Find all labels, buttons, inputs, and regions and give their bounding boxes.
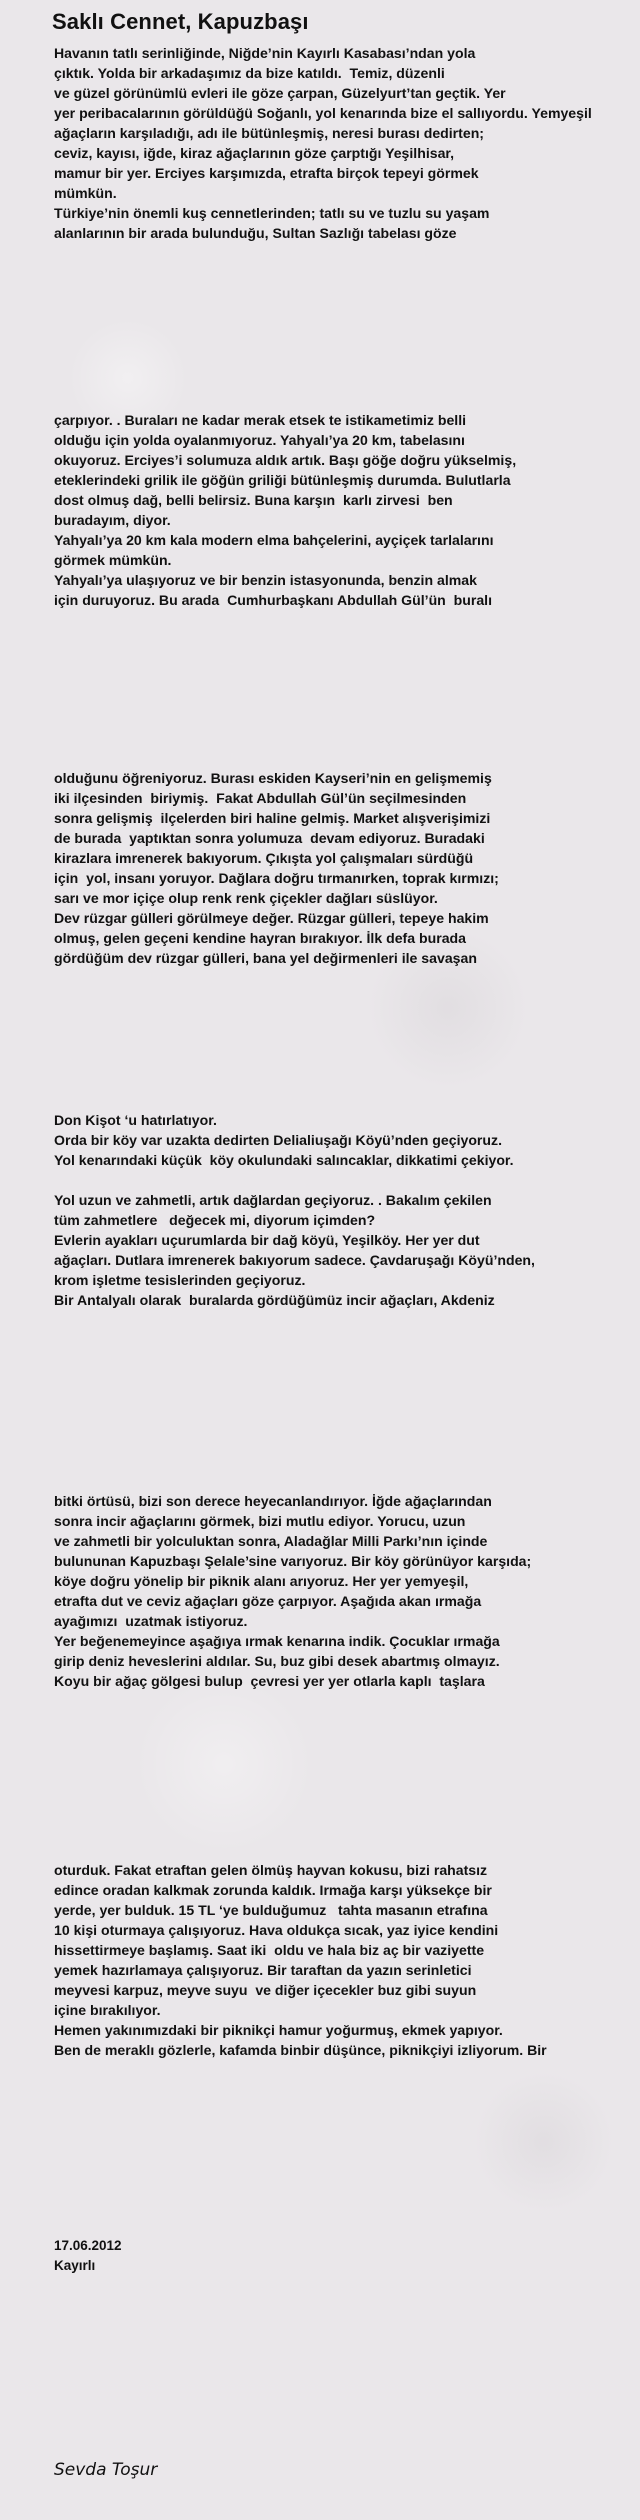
poem-line: Türkiye’nin önemli kuş cennetlerinden; tatlı su ve tuzlu su yaşam (54, 205, 490, 221)
poem-line: ve zahmetli bir yolculuktan sonra, Aladağlar Milli Parkı’nın içinde (54, 1533, 488, 1549)
poem-line: okuyoruz. Erciyes’i solumuza aldık artık. Başı göğe doğru yükselmiş, (54, 452, 517, 468)
poem-line: etrafta dut ve ceviz ağaçları göze çarpıyor. Aşağıda akan ırmağa (54, 1593, 482, 1609)
poem-line: Evlerin ayakları uçurumlarda bir dağ köyü, Yeşilköy. Her yer dut (54, 1232, 480, 1248)
poem-line: Hemen yakınımızdaki bir piknikçi hamur yoğurmuş, ekmek yapıyor. (54, 2022, 503, 2038)
poem-line: tüm zahmetlere değecek mi, diyorum içimden? (54, 1212, 376, 1228)
poem-line: Yahyalı’ya ulaşıyoruz ve bir benzin istasyonunda, benzin almak (54, 572, 477, 588)
poem-line: eteklerindeki grilik ile göğün griliği bütünleşmiş durumda. Bulutlarla (54, 472, 511, 488)
stanza-2 (54, 410, 638, 610)
poem-line: oturduk. Fakat etraftan gelen ölmüş hayvan kokusu, bizi rahatsız (54, 1862, 488, 1878)
stanza-3 (54, 768, 638, 968)
poem-line: ağaçları. Dutlara imrenerek bakıyorum sadece. Çavdaruşağı Köyü’nden, (54, 1252, 535, 1268)
poem-line: gördüğüm dev rüzgar gülleri, bana yel değirmenleri ile savaşan (54, 950, 477, 966)
poem-line: çarpıyor. . Buraları ne kadar merak etsek te istikametimiz belli (54, 412, 467, 428)
poem-line: Ben de meraklı gözlerle, kafamda binbir düşünce, piknikçiyi izliyorum. Bir (54, 2042, 547, 2058)
poem-line: Yol uzun ve zahmetli, artık dağlardan geçiyoruz. . Bakalım çekilen (54, 1192, 492, 1208)
stanza-5 (54, 1491, 638, 1691)
poem-line: hissettirmeye başlamış. Saat iki oldu ve hala biz aç bir vaziyette (54, 1942, 485, 1958)
poem-line: alanlarının bir arada bulunduğu, Sultan Sazlığı tabelası göze (54, 225, 457, 241)
poem-line: ve güzel görünümlü evleri ile göze çarpan, Güzelyurt’tan geçtik. Yer (54, 85, 506, 101)
poem-line: görmek mümkün. (54, 552, 172, 568)
poem-line: iki ilçesinden biriymiş. Fakat Abdullah Gül’ün seçilmesinden (54, 790, 467, 806)
poem-line: kirazlara imrenerek bakıyorum. Çıkışta yol çalışmaları sürdüğü (54, 850, 474, 866)
poem-line: yemek hazırlamaya çalışıyoruz. Bir taraftan da yazın serinletici (54, 1962, 472, 1978)
poem-date: 17.06.2012 (54, 2238, 122, 2253)
poem-line: köye doğru yönelip bir piknik alanı arıyoruz. Her yer yemyeşil, (54, 1573, 469, 1589)
poem-line: sonra gelişmiş ilçelerden biri haline gelmiş. Market alışverişimizi (54, 810, 491, 826)
poem-line: yerde, yer bulduk. 15 TL ‘ye bulduğumuz tahta masanın etrafına (54, 1902, 488, 1918)
poem-line: içine bırakılıyor. (54, 2002, 161, 2018)
poem-line: olduğunu öğreniyoruz. Burası eskiden Kayseri’nin en gelişmemiş (54, 770, 492, 786)
poem-line: Koyu bir ağaç gölgesi bulup çevresi yer yer otlarla kaplı taşlara (54, 1673, 485, 1689)
poem-line: mümkün. (54, 185, 117, 201)
poem-line: Dev rüzgar gülleri görülmeye değer. Rüzgar gülleri, tepeye hakim (54, 910, 489, 926)
stanza-1 (54, 43, 638, 243)
poem-line (54, 1170, 638, 1190)
poem-author: Sevda Toşur (54, 2460, 158, 2480)
poem-line: Don Kişot ‘u hatırlatıyor. (54, 1112, 217, 1128)
poem-line: krom işletme tesislerinden geçiyoruz. (54, 1272, 306, 1288)
poem-line: Orda bir köy var uzakta dedirten Delialiuşağı Köyü’nden geçiyoruz. (54, 1132, 502, 1148)
poem-line: Havanın tatlı serinliğinde, Niğde’nin Kayırlı Kasabası’ndan yola (54, 45, 476, 61)
poem-line: bitki örtüsü, bizi son derece heyecanlandırıyor. İğde ağaçlarından (54, 1493, 492, 1509)
poem-line: Yahyalı’ya 20 km kala modern elma bahçelerini, ayçiçek tarlalarını (54, 532, 494, 548)
poem-line: olmuş, gelen geçeni kendine hayran bırakıyor. İlk defa burada (54, 930, 466, 946)
poem-line: dost olmuş dağ, belli belirsiz. Buna karşın karlı zirvesi ben (54, 492, 453, 508)
stanza-6 (54, 1860, 638, 2060)
poem-line: ağaçların karşıladığı, adı ile bütünleşmiş, neresi burası dedirten; (54, 125, 484, 141)
poem-line: buradayım, diyor. (54, 512, 171, 528)
poem-line: girip deniz heveslerini aldılar. Su, buz gibi desek abartmış olmayız. (54, 1653, 500, 1669)
poem-line: meyvesi karpuz, meyve suyu ve diğer içecekler buz gibi suyun (54, 1982, 477, 1998)
stanza-4 (54, 1110, 638, 1310)
poem-line: mamur bir yer. Erciyes karşımızda, etrafta birçok tepeyi görmek (54, 165, 479, 181)
poem-line: ayağımızı uzatmak istiyoruz. (54, 1613, 248, 1629)
poem-line: için duruyoruz. Bu arada Cumhurbaşkanı Abdullah Gül’ün buralı (54, 592, 492, 608)
poem-line: ceviz, kayısı, iğde, kiraz ağaçlarının göze çarptığı Yeşilhisar, (54, 145, 455, 161)
poem-line: Yol kenarındaki küçük köy okulundaki salıncaklar, dikkatimi çekiyor. (54, 1152, 514, 1168)
poem-line: sarı ve mor içiçe olup renk renk çiçekler dağları süslüyor. (54, 890, 438, 906)
poem-line: olduğu için yolda oyalanmıyoruz. Yahyalı’ya 20 km, tabelasını (54, 432, 465, 448)
poem-title: Saklı Cennet, Kapuzbaşı (52, 9, 309, 34)
poem-line: edince oradan kalkmak zorunda kaldık. Irmağa karşı yüksekçe bir (54, 1882, 492, 1898)
poem-line: Yer beğenemeyince aşağıya ırmak kenarına indik. Çocuklar ırmağa (54, 1633, 500, 1649)
poem-meta (54, 2236, 638, 2276)
poem-line: bulununan Kapuzbaşı Şelale’sine varıyoruz. Bir köy görünüyor karşıda; (54, 1553, 532, 1569)
poem-line: Bir Antalyalı olarak buralarda gördüğümüz incir ağaçları, Akdeniz (54, 1292, 495, 1308)
poem-line: 10 kişi oturmaya çalışıyoruz. Hava oldukça sıcak, yaz iyice kendini (54, 1922, 499, 1938)
poem-line: çıktık. Yolda bir arkadaşımız da bize katıldı. Temiz, düzenli (54, 65, 445, 81)
poem-place: Kayırlı (54, 2258, 96, 2273)
poem-line: için yol, insanı yoruyor. Dağlara doğru tırmanırken, toprak kırmızı; (54, 870, 499, 886)
poem-line: sonra incir ağaçlarını görmek, bizi mutlu ediyor. Yorucu, uzun (54, 1513, 466, 1529)
poem-line: yer peribacalarının görüldüğü Soğanlı, yol kenarında bize el sallıyordu. Yemyeşil (54, 105, 592, 121)
poem-line: de burada yaptıktan sonra yolumuza devam ediyoruz. Buradaki (54, 830, 485, 846)
